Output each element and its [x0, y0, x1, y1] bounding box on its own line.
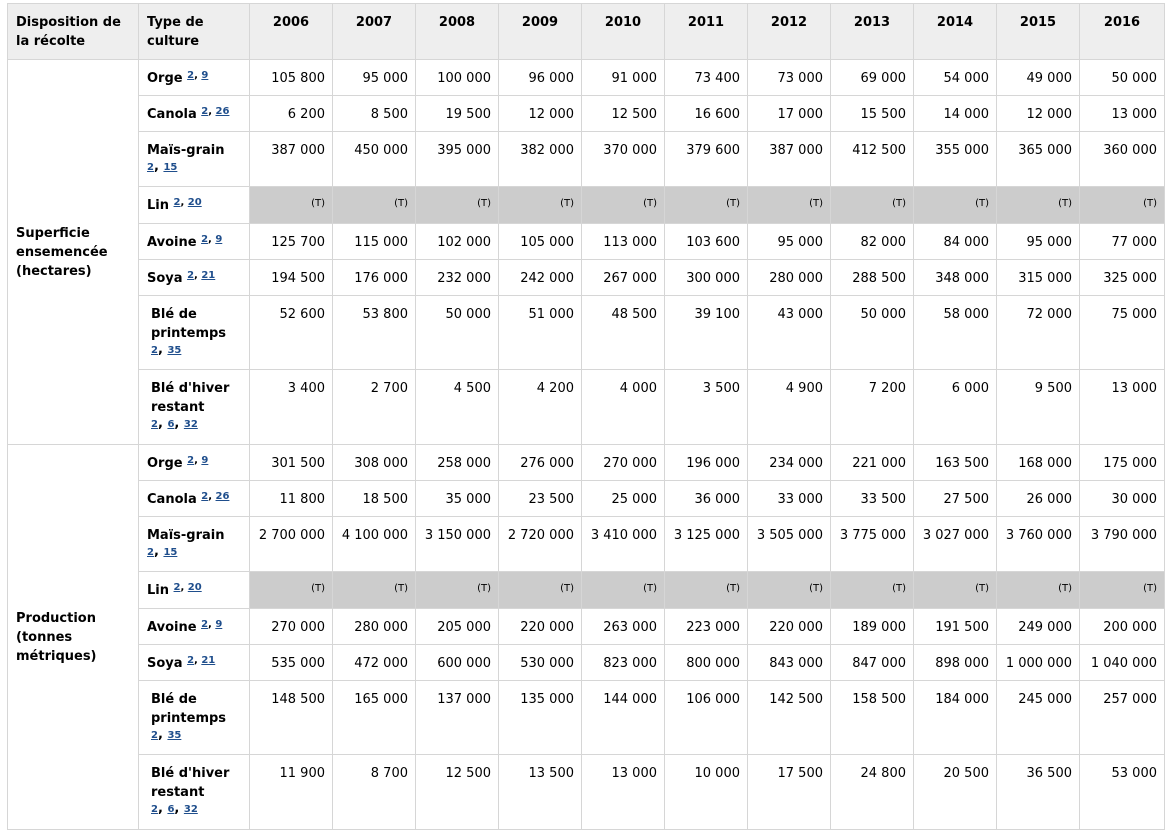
footnote-link[interactable]: 2 [151, 419, 158, 430]
value-cell: 27 500 [914, 481, 997, 517]
crop-cell: Maïs-grain 2, 15 [139, 132, 250, 187]
footnote-link[interactable]: 35 [167, 345, 182, 356]
value-cell: 530 000 [499, 645, 582, 681]
value-cell: 412 500 [831, 132, 914, 187]
value-cell: 3 500 [665, 370, 748, 445]
value-cell: 276 000 [499, 445, 582, 481]
table-row [8, 60, 1165, 96]
value-cell: 54 000 [914, 60, 997, 96]
value-cell: 191 500 [914, 609, 997, 645]
value-cell: (T) [582, 187, 665, 224]
value-cell: 51 000 [499, 296, 582, 370]
value-cell: 176 000 [333, 260, 416, 296]
table-row [8, 517, 1165, 572]
value-cell: 53 000 [1080, 755, 1165, 830]
value-cell: 50 000 [416, 296, 499, 370]
header-year: 2015 [997, 4, 1080, 60]
table-row [8, 481, 1165, 517]
value-cell: 75 000 [1080, 296, 1165, 370]
value-cell: (T) [914, 187, 997, 224]
footnote-link[interactable]: 2 [187, 70, 195, 81]
value-cell: 843 000 [748, 645, 831, 681]
value-cell: 4 000 [582, 370, 665, 445]
value-cell: 387 000 [250, 132, 333, 187]
footnote-link[interactable]: 9 [201, 455, 209, 466]
value-cell: 184 000 [914, 681, 997, 755]
value-cell: (T) [1080, 572, 1165, 609]
value-cell: (T) [416, 572, 499, 609]
value-cell: 12 000 [997, 96, 1080, 132]
value-cell: 53 800 [333, 296, 416, 370]
value-cell: 105 000 [499, 224, 582, 260]
crop-cell: Orge $^{2, 9}$ [139, 60, 250, 96]
table-row [8, 609, 1165, 645]
value-cell: (T) [997, 572, 1080, 609]
crop-cell: Blé d'hiver restant 2, 6, 32 [139, 370, 250, 445]
crop-cell: Maïs-grain 2, 15 [139, 517, 250, 572]
value-cell: 95 000 [333, 60, 416, 96]
table-row [8, 96, 1165, 132]
footnote-link[interactable]: 2 [173, 197, 181, 208]
value-cell: 17 500 [748, 755, 831, 830]
header-year: 2013 [831, 4, 914, 60]
value-cell: (T) [499, 187, 582, 224]
footnote-link[interactable]: 26 [215, 491, 230, 502]
value-cell: 6 200 [250, 96, 333, 132]
value-cell: 158 500 [831, 681, 914, 755]
footnote-link[interactable]: 20 [187, 197, 202, 208]
disposition-label: Superficie ensemencée (hectares) [8, 60, 139, 445]
value-cell: 365 000 [997, 132, 1080, 187]
value-cell: 379 600 [665, 132, 748, 187]
value-cell: 102 000 [416, 224, 499, 260]
value-cell: 11 900 [250, 755, 333, 830]
footnote-link[interactable]: 20 [187, 582, 202, 593]
value-cell: 14 000 [914, 96, 997, 132]
value-cell: 13 000 [1080, 370, 1165, 445]
crop-name: Maïs-grain [147, 143, 225, 158]
table-row [8, 187, 1165, 224]
footnote-link[interactable]: 21 [201, 655, 216, 666]
value-cell: 288 500 [831, 260, 914, 296]
footnote-link[interactable]: 15 [163, 162, 178, 173]
table-row [8, 445, 1165, 481]
value-cell: 4 200 [499, 370, 582, 445]
header-year: 2008 [416, 4, 499, 60]
value-cell: 196 000 [665, 445, 748, 481]
crop-name: Soya [147, 271, 183, 286]
value-cell: (T) [499, 572, 582, 609]
value-cell: 142 500 [748, 681, 831, 755]
footnote-link[interactable]: 21 [201, 270, 216, 281]
value-cell: 12 000 [499, 96, 582, 132]
crop-name: Canola [147, 107, 197, 122]
value-cell: 137 000 [416, 681, 499, 755]
value-cell: (T) [333, 187, 416, 224]
value-cell: 200 000 [1080, 609, 1165, 645]
table-row [8, 681, 1165, 755]
value-cell: 387 000 [748, 132, 831, 187]
value-cell: 125 700 [250, 224, 333, 260]
value-cell: 315 000 [997, 260, 1080, 296]
value-cell: (T) [250, 572, 333, 609]
value-cell: 267 000 [582, 260, 665, 296]
value-cell: 13 000 [582, 755, 665, 830]
crop-name: Blé d'hiver restant [151, 381, 230, 415]
header-row [8, 4, 1165, 60]
table-row [8, 224, 1165, 260]
header-year: 2014 [914, 4, 997, 60]
crop-name: Blé de printemps [151, 692, 227, 726]
value-cell: (T) [831, 572, 914, 609]
value-cell: 2 700 000 [250, 517, 333, 572]
value-cell: 30 000 [1080, 481, 1165, 517]
value-cell: 50 000 [831, 296, 914, 370]
crop-cell: Soya $^{2, 21}$ [139, 645, 250, 681]
value-cell: 35 000 [416, 481, 499, 517]
value-cell: 48 500 [582, 296, 665, 370]
crop-cell: Blé de printemps 2, 35 [139, 296, 250, 370]
value-cell: 26 000 [997, 481, 1080, 517]
value-cell: 257 000 [1080, 681, 1165, 755]
value-cell: (T) [997, 187, 1080, 224]
value-cell: 73 000 [748, 60, 831, 96]
value-cell: 6 000 [914, 370, 997, 445]
value-cell: 300 000 [665, 260, 748, 296]
value-cell: (T) [665, 187, 748, 224]
value-cell: 8 500 [333, 96, 416, 132]
header-disposition: Disposition de la récolte [8, 4, 139, 60]
value-cell: 12 500 [416, 755, 499, 830]
crop-statistics-table [7, 3, 1165, 830]
value-cell: 15 500 [831, 96, 914, 132]
value-cell: 4 100 000 [333, 517, 416, 572]
value-cell: 168 000 [997, 445, 1080, 481]
crop-cell: Canola $^{2, 26}$ [139, 96, 250, 132]
value-cell: 223 000 [665, 609, 748, 645]
header-year: 2007 [333, 4, 416, 60]
value-cell: 3 150 000 [416, 517, 499, 572]
value-cell: (T) [748, 187, 831, 224]
value-cell: 105 800 [250, 60, 333, 96]
crop-cell: Blé de printemps 2, 35 [139, 681, 250, 755]
value-cell: 165 000 [333, 681, 416, 755]
value-cell: 13 500 [499, 755, 582, 830]
table-row [8, 296, 1165, 370]
crop-name: Avoine [147, 620, 197, 635]
value-cell: 258 000 [416, 445, 499, 481]
footnote-link[interactable]: 2 [201, 106, 209, 117]
crop-name: Orge [147, 456, 183, 471]
value-cell: 100 000 [416, 60, 499, 96]
value-cell: (T) [831, 187, 914, 224]
crop-name: Soya [147, 656, 183, 671]
value-cell: 800 000 [665, 645, 748, 681]
value-cell: 3 125 000 [665, 517, 748, 572]
value-cell: 3 400 [250, 370, 333, 445]
header-year: 2009 [499, 4, 582, 60]
value-cell: 301 500 [250, 445, 333, 481]
value-cell: 270 000 [250, 609, 333, 645]
value-cell: 69 000 [831, 60, 914, 96]
value-cell: 36 500 [997, 755, 1080, 830]
footnote-link[interactable]: 32 [183, 419, 198, 430]
value-cell: 13 000 [1080, 96, 1165, 132]
value-cell: 535 000 [250, 645, 333, 681]
value-cell: (T) [914, 572, 997, 609]
crop-name: Canola [147, 492, 197, 507]
value-cell: 370 000 [582, 132, 665, 187]
value-cell: 175 000 [1080, 445, 1165, 481]
value-cell: 189 000 [831, 609, 914, 645]
value-cell: 3 775 000 [831, 517, 914, 572]
header-year: 2010 [582, 4, 665, 60]
value-cell: 9 500 [997, 370, 1080, 445]
footnote-link[interactable]: 15 [163, 547, 178, 558]
value-cell: 395 000 [416, 132, 499, 187]
value-cell: 280 000 [748, 260, 831, 296]
value-cell: 11 800 [250, 481, 333, 517]
value-cell: (T) [748, 572, 831, 609]
value-cell: (T) [1080, 187, 1165, 224]
value-cell: 220 000 [748, 609, 831, 645]
value-cell: 12 500 [582, 96, 665, 132]
footnote-link[interactable]: 2 [187, 655, 195, 666]
value-cell: (T) [582, 572, 665, 609]
value-cell: 898 000 [914, 645, 997, 681]
crop-cell: Avoine $^{2, 9}$ [139, 224, 250, 260]
value-cell: 348 000 [914, 260, 997, 296]
disposition-label: Production (tonnes métriques) [8, 445, 139, 830]
table-row [8, 572, 1165, 609]
value-cell: 221 000 [831, 445, 914, 481]
value-cell: 96 000 [499, 60, 582, 96]
header-year: 2011 [665, 4, 748, 60]
header-year: 2016 [1080, 4, 1165, 60]
value-cell: 36 000 [665, 481, 748, 517]
footnote-link[interactable]: 2 [201, 491, 209, 502]
value-cell: 113 000 [582, 224, 665, 260]
footnote-link[interactable]: 2 [151, 804, 158, 815]
footnote-link[interactable]: 2 [147, 162, 154, 173]
value-cell: 49 000 [997, 60, 1080, 96]
value-cell: (T) [250, 187, 333, 224]
value-cell: 232 000 [416, 260, 499, 296]
footnote-link[interactable]: 32 [183, 804, 198, 815]
footnote-link[interactable]: 2 [147, 547, 154, 558]
value-cell: 148 500 [250, 681, 333, 755]
footnote-link[interactable]: 2 [151, 730, 158, 741]
value-cell: 33 500 [831, 481, 914, 517]
value-cell: 135 000 [499, 681, 582, 755]
value-cell: 8 700 [333, 755, 416, 830]
crop-name: Avoine [147, 235, 197, 250]
footnote-link[interactable]: 2 [201, 619, 209, 630]
value-cell: 2 720 000 [499, 517, 582, 572]
value-cell: 17 000 [748, 96, 831, 132]
footnote-link[interactable]: 2 [151, 345, 158, 356]
header-year: 2012 [748, 4, 831, 60]
footnote-link[interactable]: 6 [167, 804, 175, 815]
table-row [8, 645, 1165, 681]
value-cell: 3 790 000 [1080, 517, 1165, 572]
value-cell: (T) [416, 187, 499, 224]
value-cell: 220 000 [499, 609, 582, 645]
footnote-link[interactable]: 26 [215, 106, 230, 117]
crop-cell: Orge $^{2, 9}$ [139, 445, 250, 481]
footnote-link[interactable]: 6 [167, 419, 175, 430]
value-cell: 382 000 [499, 132, 582, 187]
value-cell: 77 000 [1080, 224, 1165, 260]
value-cell: 84 000 [914, 224, 997, 260]
value-cell: 1 000 000 [997, 645, 1080, 681]
crop-name: Blé d'hiver restant [151, 766, 230, 800]
value-cell: 72 000 [997, 296, 1080, 370]
footnote-link[interactable]: 2 [187, 270, 195, 281]
value-cell: 4 900 [748, 370, 831, 445]
value-cell: 16 600 [665, 96, 748, 132]
value-cell: 20 500 [914, 755, 997, 830]
footnote-link[interactable]: 9 [215, 234, 223, 245]
value-cell: 58 000 [914, 296, 997, 370]
value-cell: 360 000 [1080, 132, 1165, 187]
value-cell: 82 000 [831, 224, 914, 260]
value-cell: 73 400 [665, 60, 748, 96]
value-cell: 270 000 [582, 445, 665, 481]
value-cell: 115 000 [333, 224, 416, 260]
value-cell: 95 000 [997, 224, 1080, 260]
value-cell: 43 000 [748, 296, 831, 370]
value-cell: 39 100 [665, 296, 748, 370]
value-cell: 472 000 [333, 645, 416, 681]
value-cell: 194 500 [250, 260, 333, 296]
value-cell: 234 000 [748, 445, 831, 481]
value-cell: 450 000 [333, 132, 416, 187]
value-cell: 3 505 000 [748, 517, 831, 572]
value-cell: 25 000 [582, 481, 665, 517]
value-cell: 23 500 [499, 481, 582, 517]
footnote-link[interactable]: 9 [215, 619, 223, 630]
footnote-link[interactable]: 2 [173, 582, 181, 593]
value-cell: 3 027 000 [914, 517, 997, 572]
value-cell: 205 000 [416, 609, 499, 645]
value-cell: 847 000 [831, 645, 914, 681]
table-row [8, 132, 1165, 187]
crop-name: Maïs-grain [147, 528, 225, 543]
footnote-link[interactable]: 2 [187, 455, 195, 466]
value-cell: 3 760 000 [997, 517, 1080, 572]
value-cell: 52 600 [250, 296, 333, 370]
value-cell: 106 000 [665, 681, 748, 755]
value-cell: 144 000 [582, 681, 665, 755]
table-row [8, 370, 1165, 445]
value-cell: (T) [333, 572, 416, 609]
crop-cell: Avoine $^{2, 9}$ [139, 609, 250, 645]
value-cell: 163 500 [914, 445, 997, 481]
value-cell: 10 000 [665, 755, 748, 830]
value-cell: 103 600 [665, 224, 748, 260]
value-cell: 3 410 000 [582, 517, 665, 572]
value-cell: 19 500 [416, 96, 499, 132]
value-cell: 245 000 [997, 681, 1080, 755]
table-row [8, 260, 1165, 296]
value-cell: 280 000 [333, 609, 416, 645]
crop-name: Lin [147, 198, 169, 213]
crop-cell: Lin $^{2, 20}$ [139, 572, 250, 609]
value-cell: 823 000 [582, 645, 665, 681]
crop-cell: Lin $^{2, 20}$ [139, 187, 250, 224]
footnote-link[interactable]: 35 [167, 730, 182, 741]
crop-name: Lin [147, 583, 169, 598]
header-year: 2006 [250, 4, 333, 60]
value-cell: 1 040 000 [1080, 645, 1165, 681]
value-cell: 4 500 [416, 370, 499, 445]
table-row [8, 755, 1165, 830]
value-cell: 355 000 [914, 132, 997, 187]
value-cell: 249 000 [997, 609, 1080, 645]
crop-cell: Canola $^{2, 26}$ [139, 481, 250, 517]
value-cell: 50 000 [1080, 60, 1165, 96]
value-cell: (T) [665, 572, 748, 609]
value-cell: 95 000 [748, 224, 831, 260]
table-body [8, 60, 1165, 830]
footnote-link[interactable]: 9 [201, 70, 209, 81]
value-cell: 242 000 [499, 260, 582, 296]
value-cell: 308 000 [333, 445, 416, 481]
value-cell: 33 000 [748, 481, 831, 517]
value-cell: 2 700 [333, 370, 416, 445]
footnote-link[interactable]: 2 [201, 234, 209, 245]
crop-cell: Soya $^{2, 21}$ [139, 260, 250, 296]
value-cell: 600 000 [416, 645, 499, 681]
value-cell: 18 500 [333, 481, 416, 517]
value-cell: 7 200 [831, 370, 914, 445]
value-cell: 263 000 [582, 609, 665, 645]
value-cell: 91 000 [582, 60, 665, 96]
crop-name: Blé de printemps [151, 307, 227, 341]
value-cell: 325 000 [1080, 260, 1165, 296]
value-cell: 24 800 [831, 755, 914, 830]
header-crop-type: Type de culture [139, 4, 250, 60]
crop-cell: Blé d'hiver restant 2, 6, 32 [139, 755, 250, 830]
crop-name: Orge [147, 71, 183, 86]
